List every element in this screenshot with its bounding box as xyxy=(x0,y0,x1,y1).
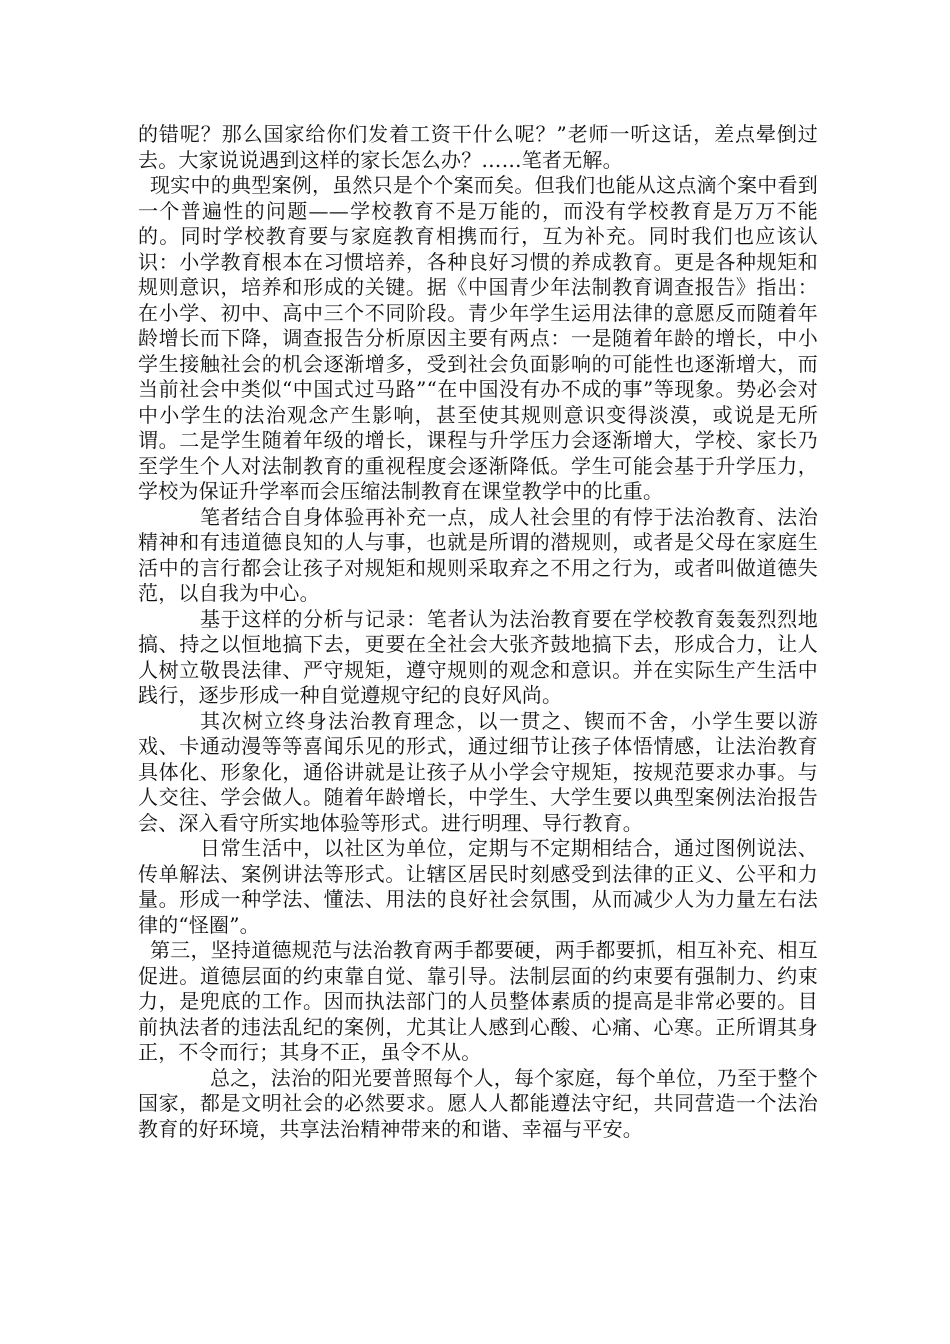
paragraph-2: 现实中的典型案例，虽然只是个个案而矣。但我们也能从这点滴个案中看到一个普遍性的问题——学校教育不是万能的，而没有学校教育是万万不能的。同时学校教育要与家庭教育相携而行，互为补充。同时我们也应该认识：小学教育根本在习惯培养，各种良好习惯的养成教育。更是各种规矩和规则意识，培养和形成的关键。据《中国青少年法制教育调查报告》指出：在小学、初中、高中三个不同阶段。青少年学生运用法律的意愿反而随着年龄增长而下降，调查报告分析原因主要有两点：一是随着年龄的增长，中小学生接触社会的机会逐渐增多，受到社会负面影响的可能性也逐渐增大，而当前社会中类似“中国式过马路”“在中国没有办不成的事”等现象。势必会对中小学生的法治观念产生影响，甚至使其规则意识变得淡漠，或说是无所谓。二是学生随着年级的增长，课程与升学压力会逐渐增大，学校、家长乃至学生个人对法制教育的重视程度会逐渐降低。学生可能会基于升学压力，学校为保证升学率而会压缩法制教育在课堂教学中的比重。 xyxy=(138,173,818,503)
paragraph-8: 总之，法治的阳光要普照每个人，每个家庭，每个单位，乃至于整个国家，都是文明社会的必然要求。愿人人都能遵法守纪，共同营造一个法治教育的好环境，共享法治精神带来的和谐、幸福与平安。 xyxy=(138,1065,818,1141)
paragraph-5: 其次树立终身法治教育理念，以一贯之、锲而不舍，小学生要以游戏、卡通动漫等等喜闻乐见的形式，通过细节让孩子体悟情感，让法治教育具体化、形象化，通俗讲就是让孩子从小学会守规矩，按规范要求办事。与人交往、学会做人。随着年龄增长，中学生、大学生要以典型案例法治报告会、深入看守所实地体验等形式。进行明理、导行教育。 xyxy=(138,708,818,835)
paragraph-6: 日常生活中，以社区为单位，定期与不定期相结合，通过图例说法、传单解法、案例讲法等形式。让辖区居民时刻感受到法律的正义、公平和力量。形成一种学法、懂法、用法的良好社会氛围，从而减少人为力量左右法律的“怪圈”。 xyxy=(138,836,818,937)
paragraph-1: 的错呢？那么国家给你们发着工资干什么呢？”老师一听这话，差点晕倒过去。大家说说遇到这样的家长怎么办？……笔者无解。 xyxy=(138,122,818,172)
paragraph-7: 第三，坚持道德规范与法治教育两手都要硬，两手都要抓，相互补充、相互促进。道德层面的约束靠自觉、靠引导。法制层面的约束要有强制力、约束力，是兜底的工作。因而执法部门的人员整体素质的提高是非常必要的。目前执法者的违法乱纪的案例，尤其让人感到心酸、心痛、心寒。正所谓其身正，不令而行；其身不正，虽令不从。 xyxy=(138,938,818,1064)
paragraph-4: 基于这样的分析与记录：笔者认为法治教育要在学校教育轰轰烈烈地搞、持之以恒地搞下去，更要在全社会大张齐鼓地搞下去，形成合力，让人人树立敬畏法律、严守规矩，遵守规则的观念和意识。并在实际生产生活中践行，逐步形成一种自觉遵规守纪的良好风尚。 xyxy=(138,606,818,707)
paragraph-3: 笔者结合自身体验再补充一点，成人社会里的有悖于法治教育、法治精神和有违道德良知的人与事，也就是所谓的潜规则，或者是父母在家庭生活中的言行都会让孩子对规矩和规则采取弃之不用之行为，或者叫做道德失范，以自我为中心。 xyxy=(138,504,818,605)
article-body xyxy=(138,122,818,1142)
